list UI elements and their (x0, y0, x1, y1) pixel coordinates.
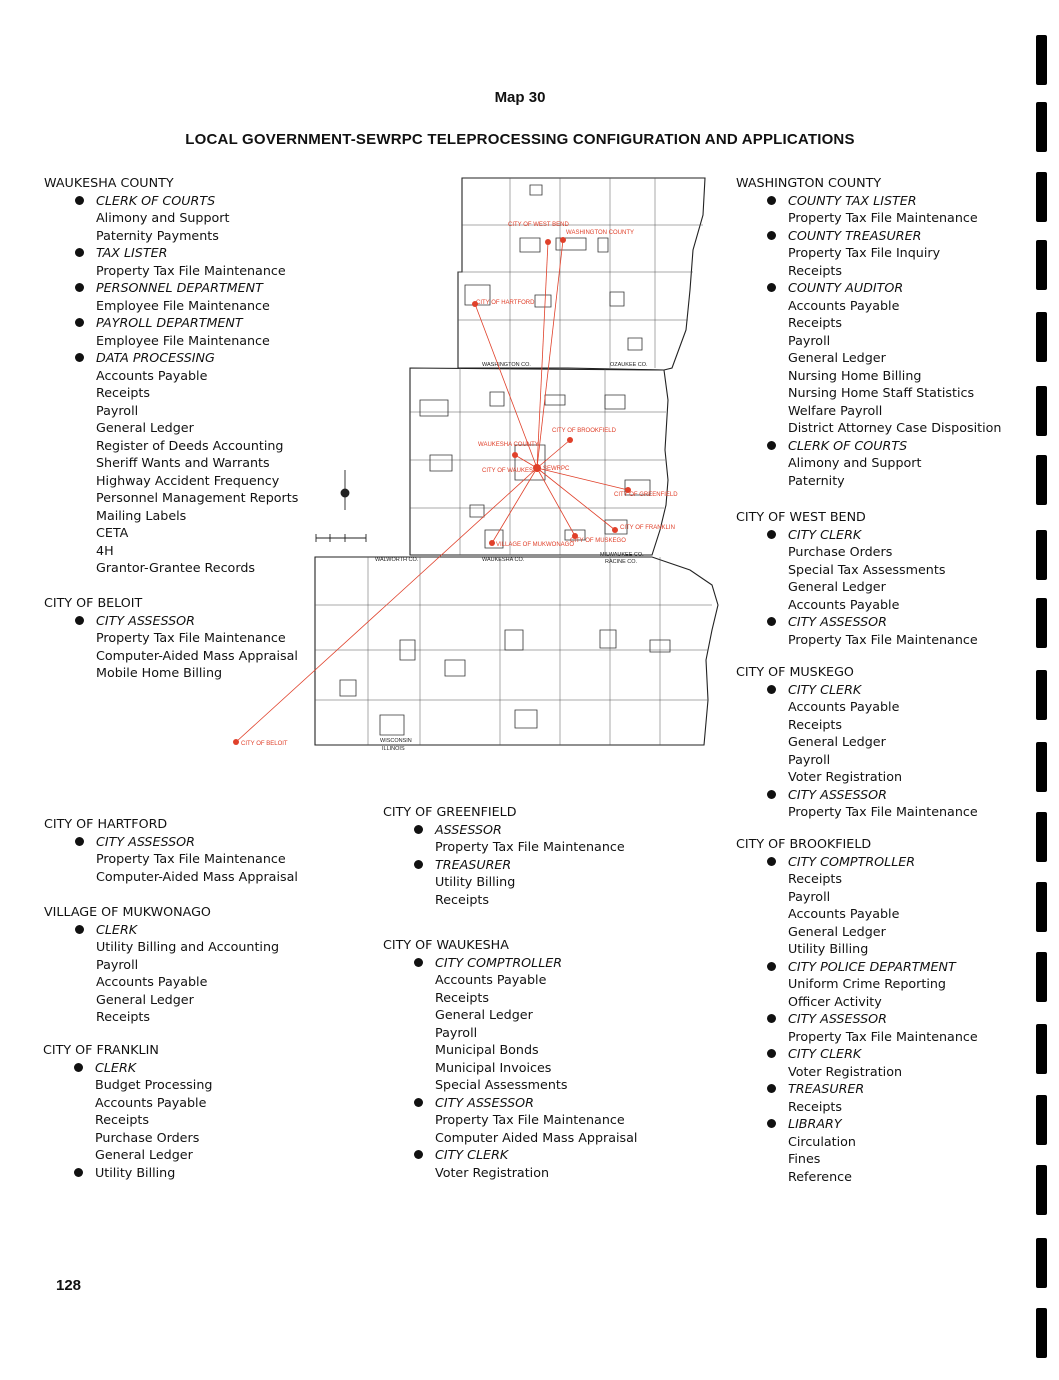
waukesha-county-marker (512, 452, 518, 458)
list-item: Utility Billing (435, 874, 516, 889)
section-city-of-west-bend (736, 508, 978, 648)
brookfield-marker (567, 437, 573, 443)
binder-mark (1036, 812, 1047, 862)
group-title: CLERK (44, 921, 279, 939)
group-title: TREASURER (736, 1080, 978, 1098)
list-item: Utility Billing and Accounting (96, 939, 280, 954)
group-title: PERSONNEL DEPARTMENT (44, 279, 298, 297)
map-number: Map 30 (494, 89, 546, 106)
list-item: General Ledger (96, 991, 194, 1007)
list-item: Receipts (95, 1112, 149, 1127)
group-title: COUNTY TAX LISTER (736, 192, 1001, 210)
illinois-label: ILLINOIS (382, 746, 405, 752)
section-city-of-brookfield (736, 835, 978, 1185)
list-item: Officer Activity (788, 993, 882, 1009)
binder-mark (1036, 1238, 1047, 1288)
group-city-assessor (44, 612, 298, 682)
group-county-treasurer (736, 227, 1001, 280)
binder-mark (1036, 102, 1047, 152)
list-item: Property Tax File Maintenance (788, 1028, 978, 1044)
list-item: Receipts (788, 716, 842, 732)
section-washington-county (736, 174, 1001, 489)
list-item: Payroll (788, 888, 831, 904)
list-item: Mailing Labels (96, 507, 187, 523)
franklin-marker (612, 527, 618, 533)
list-item: 4H (96, 542, 114, 558)
beloit-marker (233, 739, 239, 745)
list-item: Receipts (788, 1098, 842, 1114)
binder-mark (1036, 1095, 1047, 1145)
group-treasurer (383, 856, 625, 909)
list-item: General Ledger (95, 1147, 193, 1162)
group-title: CLERK OF COURTS (736, 437, 1001, 455)
group-tax-lister (44, 244, 298, 279)
wisconsin-label: WISCONSIN (380, 738, 412, 744)
southern-counties-outline (315, 557, 718, 745)
list-item: District Attorney Case Disposition (788, 420, 1002, 435)
group-title: CITY CLERK (736, 1045, 978, 1063)
ozaukee-co-label: OZAUKEE CO. (610, 362, 648, 368)
section-city-of-muskego (736, 663, 978, 821)
page-number: 128 (56, 1277, 82, 1294)
county-outlines (315, 178, 718, 745)
binder-mark (1036, 742, 1047, 792)
list-item: Accounts Payable (788, 596, 900, 612)
binder-mark (1036, 240, 1047, 290)
franklin-label: CITY OF FRANKLIN (620, 525, 675, 531)
waukesha-county-map-label: WAUKESHA COUNTY (478, 442, 539, 448)
group-title: CLERK OF COURTS (44, 192, 298, 210)
list-item: Accounts Payable (96, 974, 208, 989)
binder-mark (1036, 1165, 1047, 1215)
list-item: Payroll (435, 1024, 478, 1040)
list-item: Municipal Invoices (435, 1059, 552, 1075)
section-city-of-greenfield (383, 803, 625, 908)
west-bend-marker (545, 239, 551, 245)
group-city-clerk (736, 1045, 978, 1080)
group-title: CITY CLERK (736, 526, 978, 544)
list-item: Welfare Payroll (788, 402, 883, 418)
waukesha-city-label: CITY OF WAUKESHA (482, 468, 542, 474)
page-title: LOCAL GOVERNMENT-SEWRPC TELEPROCESSING CONFIGURATION AND APPLICATIONS (185, 131, 855, 148)
group-title: CITY ASSESSOR (736, 613, 978, 631)
list-item: Receipts (788, 871, 842, 886)
list-item: Computer Aided Mass Appraisal (435, 1129, 638, 1145)
group-title: CITY COMPTROLLER (736, 853, 978, 871)
waukesha-co-label: WAUKESHA CO. (482, 557, 525, 563)
list-item: General Ledger (788, 579, 886, 594)
section-heading: CITY OF BELOIT (44, 595, 143, 610)
list-item: Personnel Management Reports (96, 490, 299, 505)
list-item: General Ledger (96, 420, 194, 435)
section-heading: CITY OF HARTFORD (44, 816, 168, 831)
site-labels (241, 222, 678, 747)
list-item: Payroll (788, 751, 831, 767)
list-item: Fines (788, 1151, 821, 1166)
group-data-processing (44, 349, 298, 577)
list-item: Alimony and Support (96, 210, 230, 225)
section-heading: CITY OF MUSKEGO (736, 664, 854, 679)
list-item: Payroll (788, 332, 831, 348)
list-item: Budget Processing (95, 1077, 213, 1092)
list-item: Uniform Crime Reporting (788, 976, 946, 991)
list-item: Accounts Payable (788, 699, 900, 714)
list-item: Voter Registration (435, 1164, 549, 1180)
list-item: Property Tax File Maintenance (788, 210, 978, 225)
washington-county-map-label: WASHINGTON COUNTY (566, 230, 635, 236)
list-item: Property Tax File Maintenance (435, 1112, 625, 1127)
binder-mark (1036, 386, 1047, 436)
boundary-labels (375, 362, 648, 752)
binder-mark (1036, 1024, 1047, 1074)
teleprocessing-map (241, 172, 745, 757)
muskego-label: CITY OF MUSKEGO (570, 538, 626, 544)
group-title: DATA PROCESSING (44, 349, 298, 367)
hartford-label: CITY OF HARTFORD (476, 300, 535, 306)
group-city-clerk (736, 526, 978, 614)
section-city-of-beloit (44, 594, 298, 682)
list-item: General Ledger (788, 734, 886, 749)
list-item: Receipts (788, 315, 842, 330)
bulleted-item-utility-billing: Utility Billing (43, 1164, 212, 1182)
sewrpc-label: SEWRPC (543, 466, 570, 472)
section-heading: CITY OF GREENFIELD (383, 804, 517, 819)
list-item: Special Assessments (435, 1077, 568, 1092)
group-treasurer (736, 1080, 978, 1115)
list-item: Highway Accident Frequency (96, 472, 280, 488)
list-item: Accounts Payable (96, 367, 208, 383)
list-item: Reference (788, 1168, 852, 1184)
list-item: Property Tax File Maintenance (435, 839, 625, 854)
greenfield-label: CITY OF GREENFIELD (614, 492, 678, 498)
group-title: TAX LISTER (44, 244, 298, 262)
binder-mark (1036, 952, 1047, 1002)
list-item: Receipts (96, 1009, 150, 1024)
milwaukee-co-label: MILWAUKEE CO. (600, 552, 644, 558)
list-item: Purchase Orders (95, 1129, 200, 1145)
group-personnel-department (44, 279, 298, 314)
list-item: Alimony and Support (788, 455, 922, 470)
group-clerk-of-courts (736, 437, 1001, 490)
group-county-tax-lister (736, 192, 1001, 227)
group-clerk-of-courts (44, 192, 298, 245)
list-item: Utility Billing (788, 941, 869, 956)
group-city-clerk (383, 1146, 637, 1181)
list-item: Receipts (788, 262, 842, 278)
west-bend-label: CITY OF WEST BEND (508, 222, 569, 228)
list-item: Property Tax File Maintenance (96, 630, 286, 645)
section-heading: WASHINGTON COUNTY (736, 175, 882, 190)
list-item: Special Tax Assessments (788, 561, 946, 577)
group-city-clerk (736, 681, 978, 786)
group-city-comptroller (383, 954, 637, 1094)
mukwonago-marker (489, 540, 495, 546)
section-city-of-waukesha (383, 936, 637, 1181)
list-item: Property Tax File Maintenance (96, 262, 286, 278)
north-arrow-and-scale (316, 470, 366, 542)
binder-mark (1036, 530, 1047, 580)
list-item: Receipts (435, 989, 489, 1005)
list-item: Accounts Payable (788, 906, 900, 921)
list-item: Paternity Payments (96, 227, 219, 243)
north-arrow-icon (341, 489, 349, 497)
list-item: Grantor-Grantee Records (96, 560, 255, 575)
list-item: Accounts Payable (95, 1094, 207, 1110)
group-title: CITY ASSESSOR (44, 612, 298, 630)
section-heading: VILLAGE OF MUKWONAGO (44, 904, 211, 919)
group-assessor (383, 821, 625, 856)
group-title: CITY ASSESSOR (44, 833, 298, 851)
group-city-police-department (736, 958, 978, 1011)
township-grid (315, 178, 712, 745)
group-title: ASSESSOR (383, 821, 625, 839)
washington-county-marker (560, 237, 566, 243)
group-title: CITY COMPTROLLER (383, 954, 637, 972)
group-title: PAYROLL DEPARTMENT (44, 314, 298, 332)
section-heading: CITY OF WAUKESHA (383, 937, 509, 952)
list-item: Nursing Home Billing (788, 367, 922, 383)
binder-mark (1036, 455, 1047, 505)
section-waukesha-county (44, 174, 298, 577)
washington-co-label: WASHINGTON CO. (482, 362, 531, 368)
beloit-label: CITY OF BELOIT (241, 741, 288, 747)
binder-mark (1036, 882, 1047, 932)
group-payroll-department (44, 314, 298, 349)
group-title: LIBRARY (736, 1115, 978, 1133)
list-item: Voter Registration (788, 1063, 902, 1079)
group-city-assessor (383, 1094, 637, 1147)
washington-county-outline (458, 178, 705, 370)
list-item: Municipal Bonds (435, 1042, 539, 1057)
list-item: Property Tax File Maintenance (788, 631, 978, 647)
list-item: Nursing Home Staff Statistics (788, 385, 975, 400)
brookfield-label: CITY OF BROOKFIELD (552, 428, 616, 434)
binder-mark (1036, 598, 1047, 648)
list-item: Receipts (96, 385, 150, 400)
section-city-of-hartford (44, 815, 298, 885)
group-title: CITY CLERK (736, 681, 978, 699)
group-title: CITY ASSESSOR (736, 786, 978, 804)
section-heading: WAUKESHA COUNTY (44, 175, 174, 190)
list-item: Receipts (435, 891, 489, 907)
list-item: Voter Registration (788, 769, 902, 784)
group-clerk (44, 921, 279, 1026)
group-title: COUNTY TREASURER (736, 227, 1001, 245)
list-item: General Ledger (435, 1007, 533, 1022)
list-item: Payroll (96, 402, 139, 418)
group-library (736, 1115, 978, 1185)
group-county-auditor (736, 279, 1001, 437)
list-item: Circulation (788, 1133, 856, 1149)
list-item: Property Tax File Maintenance (788, 804, 978, 819)
binder-mark (1036, 1308, 1047, 1358)
group-title: CITY POLICE DEPARTMENT (736, 958, 978, 976)
group-title: TREASURER (383, 856, 625, 874)
group-city-assessor (736, 786, 978, 821)
list-item: Accounts Payable (435, 972, 547, 987)
group-title: CITY ASSESSOR (383, 1094, 637, 1112)
list-item: Sheriff Wants and Warrants (96, 455, 270, 470)
group-city-comptroller (736, 853, 978, 958)
group-title: CITY ASSESSOR (736, 1010, 978, 1028)
group-clerk (43, 1059, 212, 1164)
list-item: Paternity (788, 472, 845, 488)
list-item: Employee File Maintenance (96, 297, 270, 313)
list-item: General Ledger (788, 350, 886, 365)
mukwonago-label: VILLAGE OF MUKWONAGO (496, 542, 575, 548)
list-item: Computer-Aided Mass Appraisal (96, 647, 298, 663)
list-item: Mobile Home Billing (96, 665, 223, 680)
list-item: Payroll (96, 956, 139, 972)
group-city-assessor (736, 613, 978, 648)
list-item: Computer-Aided Mass Appraisal (96, 868, 298, 884)
section-heading: CITY OF FRANKLIN (43, 1042, 159, 1057)
binder-mark (1036, 312, 1047, 362)
binder-mark (1036, 172, 1047, 222)
racine-co-label: RACINE CO. (605, 559, 638, 565)
list-item: Property Tax File Maintenance (96, 851, 286, 866)
binder-mark (1036, 670, 1047, 720)
binder-mark (1036, 35, 1047, 85)
walworth-co-label: WALWORTH CO. (375, 557, 419, 563)
group-title: CLERK (43, 1059, 212, 1077)
section-village-of-mukwonago (44, 903, 279, 1026)
section-heading: CITY OF BROOKFIELD (736, 836, 872, 851)
list-item: Register of Deeds Accounting (96, 437, 284, 453)
group-city-assessor (44, 833, 298, 886)
section-city-of-franklin (43, 1041, 212, 1181)
list-item: Purchase Orders (788, 544, 893, 559)
group-city-assessor (736, 1010, 978, 1045)
list-item: Accounts Payable (788, 297, 900, 313)
list-item: Property Tax File Inquiry (788, 245, 941, 260)
list-item: General Ledger (788, 923, 886, 939)
group-title: CITY CLERK (383, 1146, 637, 1164)
list-item: Employee File Maintenance (96, 332, 270, 348)
section-heading: CITY OF WEST BEND (736, 509, 866, 524)
list-item: CETA (96, 525, 129, 540)
group-title: COUNTY AUDITOR (736, 279, 1001, 297)
